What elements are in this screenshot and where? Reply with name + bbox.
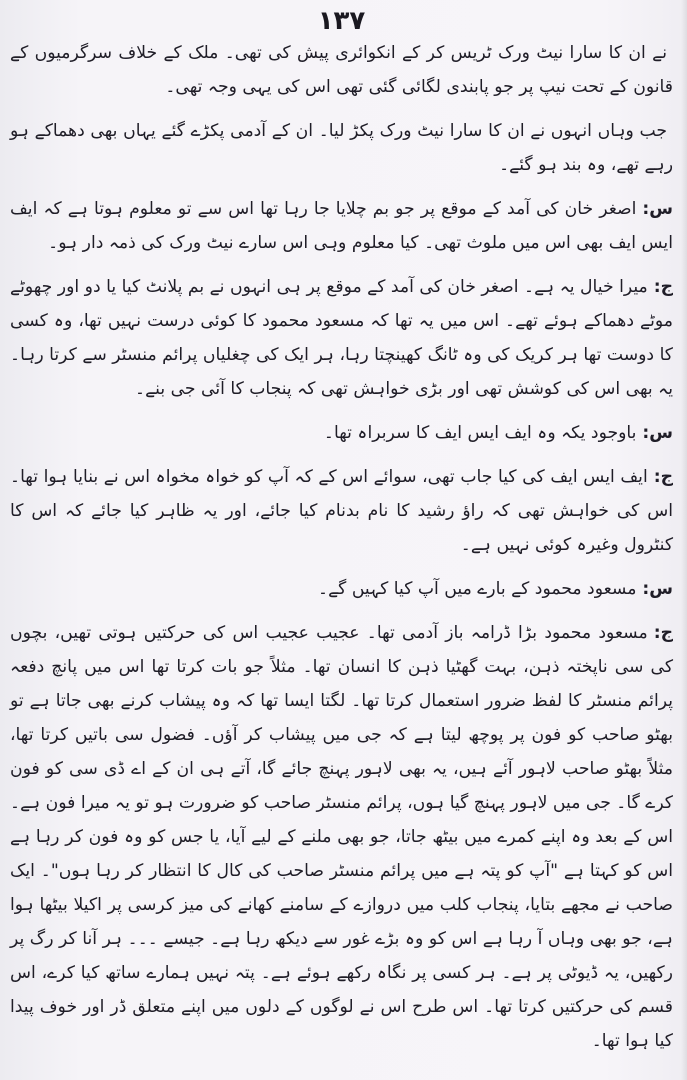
page-number: ١٣٧	[317, 6, 366, 36]
paragraph	[10, 416, 673, 450]
paragraph-text: نے ان کا سارا نیٹ ورک ٹریس کر کے انکوائری پیش کی تھی۔ ملک کے خلاف سرگرمیوں کے قانون کے تحت نیپ پر جو پابندی لگائی گئی تھی اس کی یہی وجہ تھی۔	[10, 43, 673, 97]
paragraph	[10, 572, 673, 606]
speaker-label: ج:	[653, 623, 673, 643]
paragraph-text: مسعود محمود کے بارے میں آپ کیا کہیں گے۔	[318, 579, 637, 599]
paragraph-text: مسعود محمود بڑا ڈرامہ باز آدمی تھا۔ عجیب عجیب اس کی حرکتیں ہوتی تھیں، بچوں کی سی ناپختہ ذہن، بہت گھٹیا ذہن کا انسان تھا۔ مثلاً جو بات کرتا تھا اس میں پانچ دفعہ پرائم منسٹر کا لفظ ضرور استعمال کرتا تھا۔ لگتا ایسا تھا کہ وہ پیشاب کرنے بھی جاتا ہے تو بھٹو صاحب کو فون پر پوچھ لیتا ہے کہ جی میں پیشاب کر آؤں۔ فضول سی باتیں کرتا تھا، مثلاً بھٹو صاحب لاہور آئے ہیں، یہ بھی لاہور پہنچ جائے گا، آتے ہی ان کے اے ڈی سی کو فون کرے گا۔ جی میں لاہور پہنچ گیا ہوں، پرائم منسٹر صاحب کو ضرورت ہو تو یہ میرا فون ہے۔ اس کے بعد وہ اپنے کمرے میں بیٹھ جاتا، جو بھی ملنے کے لیے آیا، یا جس کو وہ فون کر رہا ہے اس کو کہتا ہے "آپ کو پتہ ہے میں پرائم منسٹر صاحب کی کال کا انتظار کر رہا ہوں"۔ ایک صاحب نے مجھے بتایا، پنجاب کلب میں دروازے کے سامنے کھانے کی میز کرسی پر اکیلا بیٹھا ہوا ہے، جو بھی وہاں آ رہا ہے اس کو وہ بڑے غور سے دیکھ رہا ہے۔ جیسے ۔۔۔ ہر آنا کر رگ پر رکھیں، یہ ڈیوٹی پر ہے۔ ہر کسی پر نگاہ رکھے ہوئے ہے۔ پتہ نہیں ہمارے ساتھ کیا کرے، اس قسم کی حرکتیں کرتا تھا۔ اس طرح اس نے لوگوں کے دلوں میں اپنے متعلق ڈر اور خوف پیدا کیا ہوا تھا۔	[10, 623, 673, 1051]
paragraph-text: جب وہاں انہوں نے ان کا سارا نیٹ ورک پکڑ لیا۔ ان کے آدمی پکڑے گئے یہاں بھی دھماکے ہو رہے تھے، وہ بند ہو گئے۔	[10, 121, 673, 175]
speaker-label: س:	[642, 423, 673, 443]
paragraph-text: ایف ایس ایف کی کیا جاب تھی، سوائے اس کے کہ آپ کو خواہ مخواہ اس نے بنایا ہوا تھا۔ اس کی خواہش تھی کہ راؤ رشید کا نام بدنام کیا جائے، اور یہ ظاہر کیا جائے کہ اس کا کنٹرول وغیرہ کوئی نہیں ہے۔	[10, 467, 673, 555]
speaker-label: س:	[642, 199, 673, 219]
body-text	[10, 36, 673, 1058]
speaker-label: ج:	[653, 467, 673, 487]
paragraph	[10, 460, 673, 562]
paragraph	[10, 616, 673, 1058]
paragraph	[10, 114, 673, 182]
paragraph-text: اصغر خان کی آمد کے موقع پر جو بم چلایا جا رہا تھا اس سے تو معلوم ہوتا ہے کہ ایف ایس ایف بھی اس میں ملوث تھی۔ کیا معلوم وہی اس سارے نیٹ ورک کی ذمہ دار ہو۔	[10, 199, 673, 253]
paragraph	[10, 36, 673, 104]
page-edge-shadow	[681, 0, 687, 1080]
speaker-label: ج:	[653, 277, 673, 297]
paragraph	[10, 192, 673, 260]
paragraph	[10, 270, 673, 406]
paragraph-text: میرا خیال یہ ہے۔ اصغر خان کی آمد کے موقع پر ہی انہوں نے بم پلانٹ کیا یا دو اور چھوٹے موٹے دھماکے ہوئے تھے۔ اس میں یہ تھا کہ مسعود محمود کا کوئی درست نہیں تھا، وہ کسی کا دوست تھا ہر کریک کی وہ ٹانگ کھینچتا رہا، ہر ایک کی چغلیاں پرائم منسٹر سے کرتا رہا۔ یہ بھی اس کی کوشش تھی اور بڑی خواہش تھی کہ پنجاب کا آئی جی بنے۔	[10, 277, 673, 399]
paragraph-text: باوجود یکہ وہ ایف ایس ایف کا سربراہ تھا۔	[323, 423, 637, 443]
speaker-label: س:	[642, 579, 673, 599]
